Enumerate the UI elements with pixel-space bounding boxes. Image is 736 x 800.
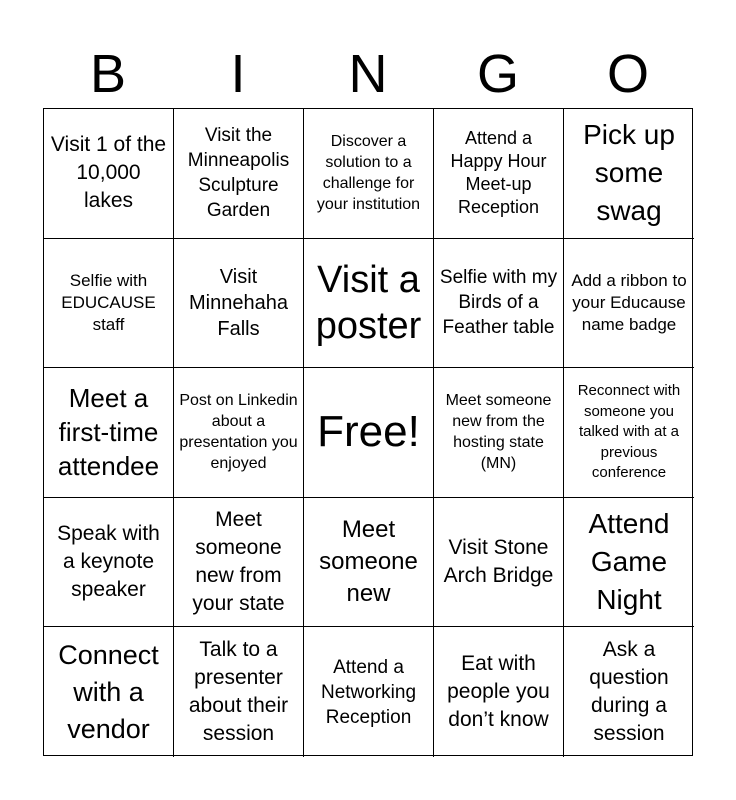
- cell-text: Pick up some swag: [583, 119, 675, 227]
- cell-text: Attend a Networking Reception: [320, 656, 417, 728]
- cell-text: Ask a question during a session: [589, 638, 669, 746]
- bingo-cell[interactable]: [304, 627, 434, 757]
- bingo-board: [43, 108, 693, 756]
- cell-text: Discover a solution to a challenge for your institution: [316, 133, 421, 214]
- header-letter-o: O: [606, 44, 649, 104]
- cell-text: Meet a first-time attendee: [57, 383, 160, 482]
- header-letter-n: N: [348, 44, 388, 104]
- cell-text: Meet someone new: [319, 516, 418, 608]
- cell-text: Visit Minnehaha Falls: [189, 265, 288, 340]
- bingo-cell[interactable]: [564, 498, 694, 628]
- cell-text: Visit Stone Arch Bridge: [443, 536, 554, 588]
- cell-text: Attend Game Night: [588, 508, 670, 616]
- header-letter-b: B: [89, 44, 127, 104]
- bingo-cell[interactable]: [44, 368, 174, 498]
- cell-text: Speak with a keynote speaker: [57, 522, 160, 602]
- cell-text: Connect with a vendor: [58, 639, 159, 744]
- cell-text: Selfie with my Birds of a Feather table: [439, 267, 558, 339]
- cell-text: Visit 1 of the 10,000 lakes: [50, 133, 167, 213]
- bingo-cell[interactable]: [44, 239, 174, 369]
- bingo-cell[interactable]: [44, 109, 174, 239]
- cell-text: Eat with people you don’t know: [447, 652, 550, 732]
- bingo-cell[interactable]: [174, 498, 304, 628]
- free-space-cell[interactable]: [304, 368, 434, 498]
- bingo-cell[interactable]: [564, 627, 694, 757]
- cell-text: Selfie with EDUCAUSE staff: [61, 270, 156, 334]
- bingo-cell[interactable]: [434, 109, 564, 239]
- cell-text: Attend a Happy Hour Meet-up Reception: [450, 128, 547, 218]
- bingo-cell[interactable]: [304, 239, 434, 369]
- bingo-cell[interactable]: [174, 627, 304, 757]
- cell-text: Meet someone new from your state: [192, 508, 285, 616]
- bingo-cell[interactable]: [434, 239, 564, 369]
- bingo-cell[interactable]: [434, 498, 564, 628]
- cell-text: Visit a poster: [315, 258, 422, 347]
- bingo-cell[interactable]: [564, 109, 694, 239]
- header-letter-g: G: [476, 44, 519, 104]
- cell-text: Reconnect with someone you talked with at a previous conference: [577, 382, 681, 482]
- cell-text: Meet someone new from the hosting state (MN): [445, 392, 552, 473]
- cell-text: Visit the Minneapolis Sculpture Garden: [187, 125, 290, 222]
- cell-text: Talk to a presenter about their session: [188, 638, 289, 746]
- bingo-cell[interactable]: [434, 627, 564, 757]
- bingo-cell[interactable]: [564, 239, 694, 369]
- bingo-cell[interactable]: [304, 109, 434, 239]
- cell-text: Post on Linkedin about a presentation you enjoyed: [179, 392, 298, 473]
- bingo-cell[interactable]: [44, 498, 174, 628]
- bingo-cell[interactable]: [174, 239, 304, 369]
- header-letter-i: I: [230, 44, 246, 104]
- cell-text: Add a ribbon to your Educause name badge: [571, 270, 687, 334]
- bingo-cell[interactable]: [174, 109, 304, 239]
- bingo-cell[interactable]: [304, 498, 434, 628]
- bingo-cell[interactable]: [564, 368, 694, 498]
- bingo-cell[interactable]: [434, 368, 564, 498]
- free-space-text: Free!: [317, 407, 420, 457]
- bingo-cell[interactable]: [44, 627, 174, 757]
- bingo-cell[interactable]: [174, 368, 304, 498]
- bingo-header: [43, 40, 693, 108]
